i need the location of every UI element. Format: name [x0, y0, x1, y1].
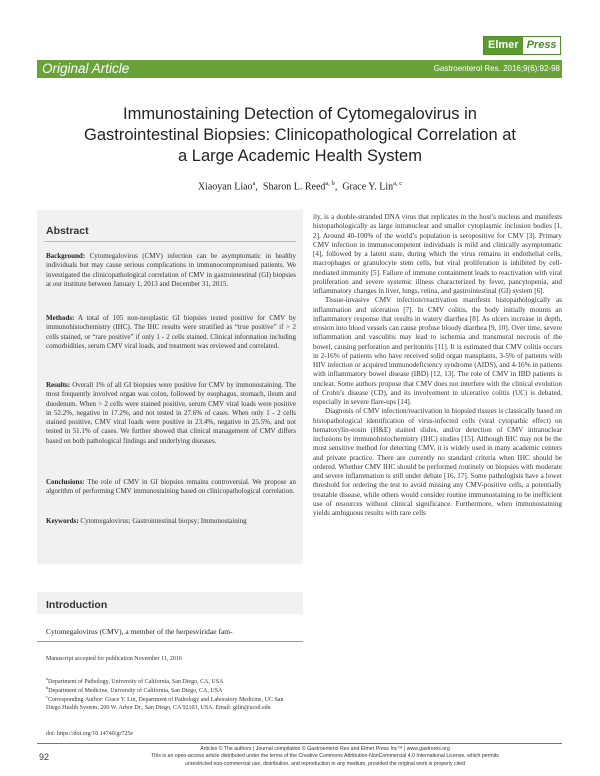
author-affiliation: a, b [325, 180, 335, 187]
body-paragraph-2: Tissue-invasive CMV infection/reactivation manifests histopathologically as inflammation and ulceration [7]. In CMV colitis, the body initially mounts an inflammatory response that results in watery diarrhea [8]. As ulcers increase in depth, erosion into blood vessels can cause profuse bloody diarrhea [9, 10]. Over time, severe inflammation and vasculitis may lead to ischemia and transmural necrosis of the bowel, causing perforation and peritonitis [11]. It is estimated that CMV colitis occurs in 2-16% of patients who have received solid organ transplants, 3-5% of patients with HIV infection or acquired immunodeficiency syndrome (AIDS), and 4-16% in patients with inflammatory bowel disease (IBD) [12, 13]. The role of CMV in IBD patients is unclear. Some authors propose that CMV does not interfere with the clinical evolution of Crohn’s disease (CD), and its involvement in ulcerative colitis (UC) is debated, especially in severe flare-ups [14]. [313, 296, 562, 406]
abstract-keywords [46, 517, 296, 526]
footer-line-1: Articles © The authors | Journal compilation © Gastroenterol Res and Elmer Press Inc™ | www.gastrores.org [200, 746, 450, 752]
introduction-heading: Introduction [46, 599, 108, 611]
abstract-conclusions [46, 478, 296, 497]
footnote-affiliation-a: $^a$Department of Pathology, University of California, San Diego, CA, USA [46, 676, 224, 685]
logo-part-press: Press [526, 39, 557, 51]
methods-text: A total of 105 non-neoplastic GI biopsies tested positive for CMV by immunohistochemistry (IHC). The IHC results were stratified as “true positive” if > 2 cells stained, or “rare positive” if only 1 - 2 cells stained. Clinical information including comorbidities, serum CMV viral loads, and treatment was reviewed and correlated. [46, 314, 296, 350]
conclusions-text: The role of CMV in GI biopsies remains controversial. We propose an algorithm of performing CMV immunostaining based on clinicopathological correlation. [46, 478, 296, 496]
doi-link[interactable]: doi: https://doi.org/10.14740/gr725e [46, 731, 134, 737]
introduction-first-line: Cytomegalovirus (CMV), a member of the herpesviridae fam- [46, 627, 233, 636]
footnote-divider [37, 641, 303, 642]
publisher-logo [483, 36, 561, 55]
body-right-column [313, 213, 562, 518]
abstract-results [46, 381, 296, 446]
footer-license [90, 746, 560, 768]
footer-line-2: This is an open-access article distributed under the terms of the Creative Commons Attribution-NonCommercial 4.0 International License, which permits [151, 753, 499, 760]
author-affiliation: a [252, 180, 256, 187]
background-text: Cytomegalovirus (CMV) infection can be asymptomatic in healthy individuals but may cause serious complications in immunocompromised patients. We investigated the clinicopathological correlation of CMV in gastrointestinal (GI) biopsies at our institute between January 1, 2013 and December 31, 2015. [46, 252, 296, 288]
footer-divider [37, 743, 562, 744]
author-name: Sharon L. Reed [262, 181, 326, 193]
results-label: Results: [46, 381, 71, 389]
results-text: Overall 1% of all GI biopsies were positive for CMV by immunostaining. The most frequently involved organ was colon, followed by esophagus, stomach, ileum and duodenum. When > 2 cells were stained positive, serum CMV viral loads were positive in 52.2%, negative in 17.2%, and not tested in 27.6% of cases. When only 1 - 2 cells stained positive, CMV viral loads were positive in 23.4%, negative in 25.5%, and not tested in 51.1% of cases. We further showed that clinical management of CMV differs based on both pathological findings and underlying diseases. [46, 381, 296, 445]
title-line-3: a Large Academic Health System [178, 147, 422, 165]
article-title [60, 104, 540, 167]
title-line-1: Immunostaining Detection of Cytomegalovirus in [122, 105, 477, 123]
footnote-corresponding-author: $^c$Corresponding Author: Grace Y. Lin, Department of Pathology and Laboratory Medicine, UC San Diego Health System, 200 W. Arbor Dr., San Diego, CA 92103, USA. Email: gilin@ucsd.edu [46, 694, 284, 712]
keywords-label: Keywords: [46, 517, 79, 525]
body-paragraph-1: ily, is a double-stranded DNA virus that replicates in the host’s nucleus and manifests histopathologically as large intranuclear and smaller cytoplasmic inclusion bodies [1, 2]. Around 40-100% of the world’s population is seropositive for CMV [3]. Primary CMV infection in immunocompetent individuals is mild and clinically asymptomatic [4], followed by a latent state, during which the virus remains in endothelial cells, macrophages or granulocyte stem cells, but viral proliferation is inhibited by cell-mediated immunity [5]. Failure of immune containment leads to reactivation with viral proliferation and severe systemic illness characterized by fever, pancytopenia, and inflammatory changes in liver, lungs, retina, and gastrointestinal (GI) system [6]. [313, 213, 562, 295]
article-type-label: Original Article [42, 61, 130, 76]
author-list: Xiaoyan Liao$^a$, Sharon L. Reed$^{a, b}$, Grace Y. Lin$^{a, c}$ [197, 180, 403, 193]
body-paragraph-3: Diagnosis of CMV infection/reactivation in biopsied tissues is classically based on histopathological identification of virus-infected cells (viral cytopathic effect) on hematoxylin-eosin (H&E) stained slides, and/or detection of CMV intranuclear inclusions by immunohistochemistry (IHC) studies [15]. Although IHC may not be the most sensitive method for detecting CMV, it is widely used in many academic centers and private practice. There are currently no standard criteria when IHC should be ordered. Whether CMV IHC should be performed routinely on biopsies with moderate and severe inflammation is still under debate [16, 17]. Some pathologists have a lower threshold for ordering the test to avoid missing any CMV-positive cells, a potentially treatable disease, while others would consider routine immunostaining to be inefficient use of resources without clinical significance. Furthermore, when immunostaining yields ambiguous results with rare cells [313, 407, 562, 517]
footer-line-3: unrestricted non-commercial use, distribution, and reproduction in any medium, provided the original work is properly cited [185, 760, 465, 767]
journal-reference: Gastroenterol Res. 2016;9(6):92-98 [433, 64, 560, 73]
author-name: Grace Y. Lin [342, 181, 394, 193]
manuscript-accepted: Manuscript accepted for publication November 11, 2016 [46, 656, 182, 662]
methods-label: Methods: [46, 314, 75, 322]
abstract-heading: Abstract [46, 225, 89, 237]
author-affiliation: a, c [393, 180, 403, 187]
conclusions-label: Conclusions: [46, 478, 85, 486]
footnote-affiliation-b: $^b$Department of Medicine, University of California, San Diego, CA, USA [46, 685, 223, 694]
abstract-methods [46, 314, 296, 351]
keywords-text: Cytomegalovirus; Gastrointestinal biopsy; Immunostaining [78, 517, 247, 525]
background-label: Background: [46, 252, 86, 260]
abstract-divider [44, 241, 296, 242]
author-name: Xiaoyan Liao [197, 181, 253, 193]
page-number: 92 [39, 752, 50, 762]
logo-part-elmer: Elmer [484, 37, 523, 54]
abstract-background [46, 252, 296, 289]
title-line-2: Gastrointestinal Biopsies: Clinicopathological Correlation at [84, 126, 516, 144]
